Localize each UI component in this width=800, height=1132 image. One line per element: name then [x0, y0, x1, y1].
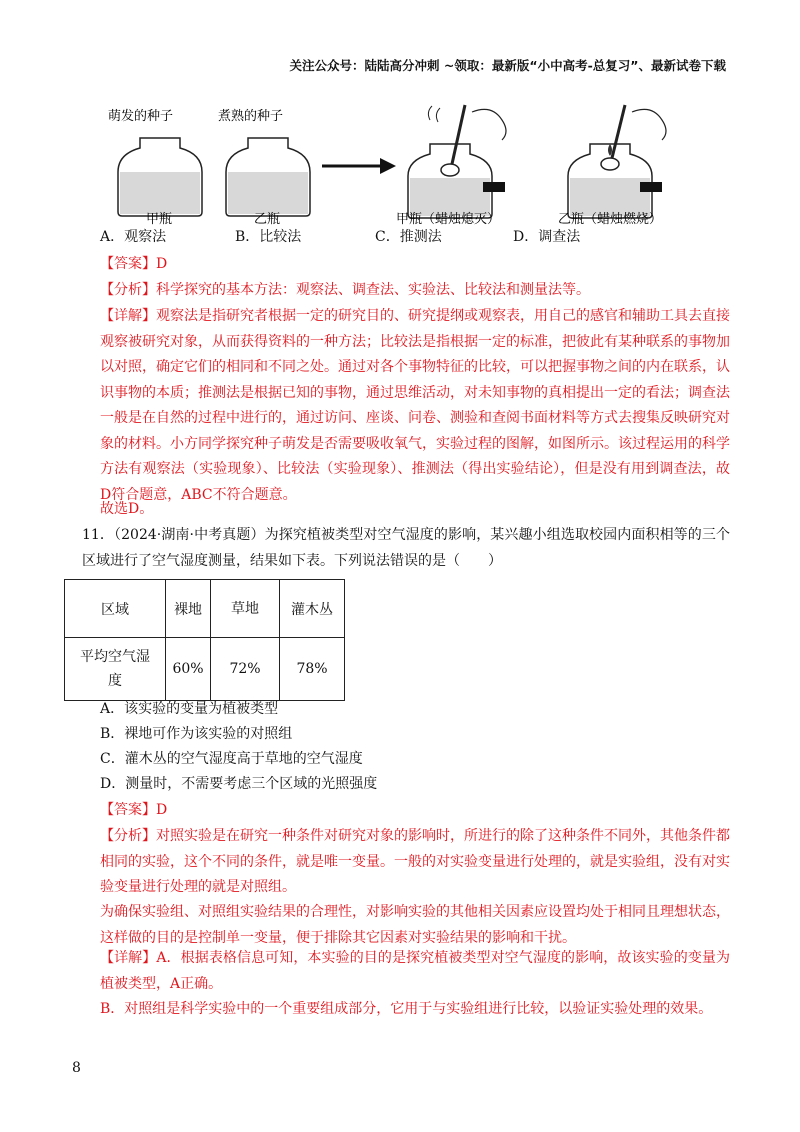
arrow-icon: [380, 158, 396, 174]
table-value-bare: 60%: [166, 638, 211, 701]
experiment-diagram: [100, 100, 680, 230]
q10-option-b: B．比较法: [235, 229, 302, 245]
table-header-grass: 草地: [211, 580, 280, 638]
q11-detail-b: B．对照组是科学实验中的一个重要组成部分，它用于与实验组进行比较，以验证实验处理的效果。: [100, 1001, 713, 1017]
table-row-label: 平均空气湿度: [65, 638, 166, 701]
q11-stem: 11．（2024·湖南·中考真题）为探究植被类型对空气湿度的影响，某兴趣小组选取校园内面积相等的三个区域进行了空气湿度测量，结果如下表。下列说法错误的是（ ）: [82, 527, 730, 569]
q11-answer: 【答案】D: [100, 802, 168, 818]
humidity-table: [64, 579, 345, 701]
q10-option-d: D．调查法: [513, 229, 581, 245]
q10-analysis: 【分析】科学探究的基本方法：观察法、调查法、实验法、比较法和测量法等。: [100, 282, 590, 298]
q10-conclusion: 故选D。: [100, 501, 154, 517]
label-jia-result: 甲瓶（蜡烛熄灭）: [396, 212, 501, 227]
label-boiled: 煮熟的种子: [218, 109, 284, 124]
q10-option-c: C．推测法: [375, 229, 442, 245]
q11-analysis-2: 为确保实验组、对照组实验结果的合理性，对影响实验的其他相关因素应设置均处于相同且理想状态，这样做的目的是控制单一变量，便于排除其它因素对实验结果的影响和干扰。: [100, 904, 730, 946]
q10-option-a: A．观察法: [100, 229, 167, 245]
q11-detail-a: 【详解】A．根据表格信息可知，本实验的目的是探究植被类型对空气湿度的影响，故该实验的变量为植被类型，A正确。: [100, 950, 730, 992]
q11-option-b: B．裸地可作为该实验的对照组: [100, 726, 293, 742]
label-sprouted: 萌发的种子: [108, 109, 174, 124]
table-header-shrub: 灌木丛: [280, 580, 345, 638]
table-header-bare: 裸地: [166, 580, 211, 638]
table-value-grass: 72%: [211, 638, 280, 701]
q11-analysis-1: 【分析】对照实验是在研究一种条件对研究对象的影响时，所进行的除了这种条件不同外，其他条件都相同的实验，这个不同的条件，就是唯一变量。一般的对实验变量进行处理的，就是实验组，没有对实验变量进行处理的就是对照组。: [100, 828, 730, 895]
label-yi-result: 乙瓶（蜡烛燃烧）: [558, 212, 663, 227]
q11-option-c: C．灌木丛的空气湿度高于草地的空气湿度: [100, 751, 363, 767]
q10-answer: 【答案】D: [100, 256, 168, 272]
page-number: 8: [72, 1060, 81, 1076]
q11-option-a: A．该实验的变量为植被类型: [100, 701, 279, 717]
label-jia: 甲瓶: [146, 212, 173, 227]
q10-options: [100, 226, 700, 246]
table-header-region: 区域: [65, 580, 166, 638]
page-header: 关注公众号：陆陆高分冲刺 ~领取：最新版“小中高考-总复习”、最新试卷下载: [289, 58, 726, 73]
experiment-figure: [100, 100, 680, 230]
q11-option-d: D．测量时，不需要考虑三个区域的光照强度: [100, 776, 378, 792]
table-value-shrub: 78%: [280, 638, 345, 701]
q10-detail: 【详解】观察法是指研究者根据一定的研究目的、研究提纲或观察表，用自己的感官和辅助工具去直接观察被研究对象，从而获得资料的一种方法；比较法是指根据一定的标准，把彼此有某种联系的事物加以对照，确定它们的相同和不同之处。通过对各个事物特征的比较，可以把握事物之间的内在联系，认识事物的本质；推测法是根据已知的事物，通过思维活动，对未知事物的真相提出一定的看法；调查法一般是在自然的过程中进行的，通过访问、座谈、问卷、测验和查阅书面材料等方式去搜集反映研究对象的材料。小方同学探究种子萌发是否需要吸收氧气，实验过程的图解，如图所示。该过程运用的科学方法有观察法（实验现象）、比较法（实验现象）、推测法（得出实验结论），但是没有用到调查法，故D符合题意，ABC不符合题意。: [100, 308, 730, 503]
label-yi: 乙瓶: [254, 212, 281, 227]
